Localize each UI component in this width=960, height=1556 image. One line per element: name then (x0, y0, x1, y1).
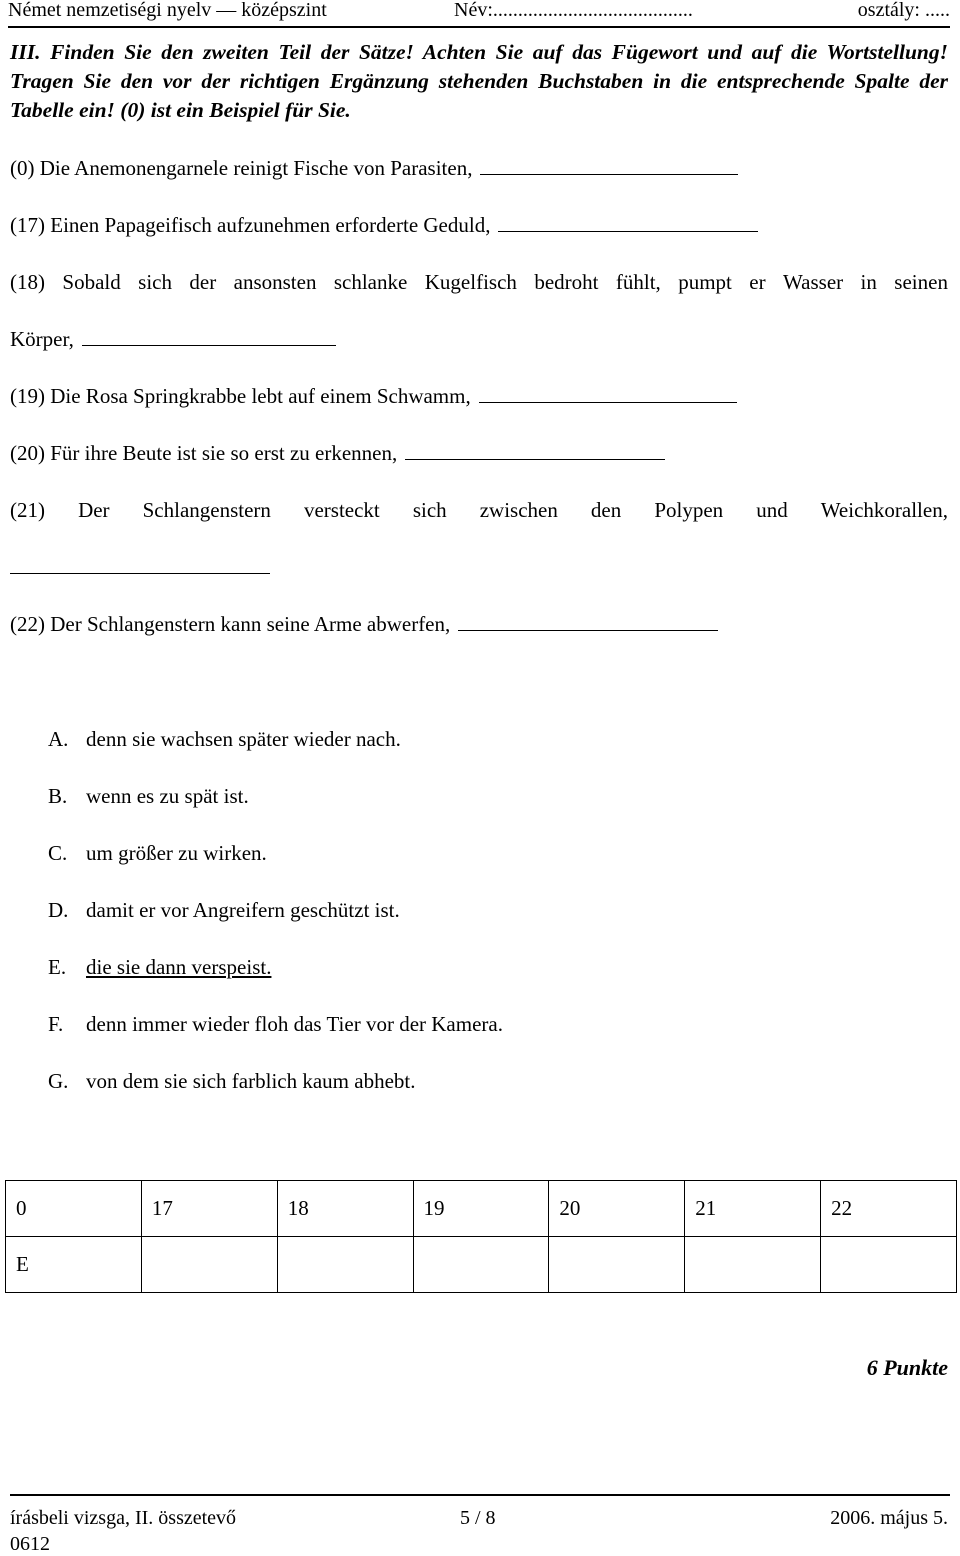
word: Sobald (62, 270, 121, 294)
option-letter: E. (48, 955, 67, 979)
word: in (860, 270, 877, 294)
answer-cell[interactable] (821, 1237, 957, 1293)
option-text: von dem sie sich farblich kaum abhebt. (86, 1069, 416, 1093)
option-c (48, 841, 267, 866)
word: Wasser (783, 270, 844, 294)
option-e (48, 955, 271, 980)
header-subject: Német nemzetiségi nyelv — középszint (8, 0, 327, 21)
answer-cell[interactable] (549, 1237, 685, 1293)
answer-table (5, 1180, 957, 1293)
answer-blank (479, 384, 737, 403)
word: ansonsten (233, 270, 317, 294)
option-g (48, 1069, 416, 1094)
answer-table-answer-row (6, 1237, 957, 1293)
option-text: denn sie wachsen später wieder nach. (86, 727, 401, 751)
answer-blank (458, 612, 718, 631)
word: schlanke (333, 270, 408, 294)
answer-cell[interactable] (685, 1237, 821, 1293)
word: (21) (10, 498, 45, 522)
word: den (590, 498, 622, 522)
word: bedroht (534, 270, 599, 294)
option-text: um größer zu wirken. (86, 841, 267, 865)
sentence-20 (10, 441, 665, 466)
option-text: die sie dann verspeist. (86, 955, 272, 979)
footer-divider (10, 1494, 950, 1496)
page-header (8, 0, 950, 26)
sentence-0-text: (0) Die Anemonengarnele reinigt Fische von Parasiten, (10, 156, 473, 180)
sentence-0 (10, 156, 738, 181)
option-letter: A. (48, 727, 69, 751)
option-letter: C. (48, 841, 68, 865)
page-footer (10, 1507, 948, 1533)
table-header-cell: 0 (6, 1181, 142, 1237)
option-f (48, 1012, 503, 1037)
points-label: 6 Punkte (866, 1355, 948, 1380)
task-instruction: III. Finden Sie den zweiten Teil der Sätze! Achten Sie auf das Fügewort und auf die Wortstellung! Tragen Sie den vor der richtigen Ergänzung stehenden Buchstaben in die entsprechende Spalte der Tabelle ein! (0) ist ein Beispiel für Sie. (10, 40, 948, 122)
sentence-21-blank-line (10, 555, 270, 580)
header-class-field: osztály: ..... (857, 0, 950, 21)
table-header-cell: 19 (413, 1181, 549, 1237)
option-text: damit er vor Angreifern geschützt ist. (86, 898, 400, 922)
footer-exam-part: írásbeli vizsga, II. összetevő (10, 1507, 237, 1529)
word: Der (78, 498, 110, 522)
answer-blank (10, 555, 270, 574)
answer-cell[interactable] (277, 1237, 413, 1293)
sentence-18-line-1 (10, 270, 948, 295)
answer-blank (480, 156, 738, 175)
table-header-cell: 20 (549, 1181, 685, 1237)
word: Kugelfisch (424, 270, 517, 294)
option-text: denn immer wieder floh das Tier vor der Kamera. (86, 1012, 503, 1036)
sentence-19 (10, 384, 737, 409)
table-header-cell: 22 (821, 1181, 957, 1237)
option-letter: F. (48, 1012, 64, 1036)
header-name-field: Név:........................................ (454, 0, 693, 21)
answer-cell: E (6, 1237, 142, 1293)
option-d (48, 898, 400, 923)
answer-blank (405, 441, 665, 460)
word: und (756, 498, 788, 522)
footer-date: 2006. május 5. (830, 1507, 948, 1529)
table-header-cell: 17 (141, 1181, 277, 1237)
sentence-21 (10, 498, 948, 523)
answer-cell[interactable] (141, 1237, 277, 1293)
answer-blank (82, 327, 336, 346)
sentence-17 (10, 213, 758, 238)
sentence-18-text-end: Körper, (10, 327, 74, 351)
table-header-cell: 18 (277, 1181, 413, 1237)
footer-exam-code: 0612 (10, 1533, 50, 1555)
option-letter: B. (48, 784, 68, 808)
sentence-22-text: (22) Der Schlangenstern kann seine Arme abwerfen, (10, 612, 451, 636)
word: Polypen (654, 498, 724, 522)
word: sich (412, 498, 447, 522)
option-text: wenn es zu spät ist. (86, 784, 249, 808)
footer-page-number: 5 / 8 (460, 1507, 496, 1529)
sentence-17-text: (17) Einen Papageifisch aufzunehmen erforderte Geduld, (10, 213, 491, 237)
word: zwischen (479, 498, 558, 522)
option-a (48, 727, 401, 752)
table-header-cell: 21 (685, 1181, 821, 1237)
sentence-18-line-2 (10, 327, 336, 352)
word: (18) (10, 270, 45, 294)
sentence-19-text: (19) Die Rosa Springkrabbe lebt auf einem Schwamm, (10, 384, 471, 408)
word: pumpt (678, 270, 732, 294)
word: der (189, 270, 217, 294)
word: seinen (894, 270, 948, 294)
sentence-22 (10, 612, 718, 637)
word: versteckt (303, 498, 380, 522)
word: Weichkorallen, (820, 498, 948, 522)
word: Schlangenstern (142, 498, 271, 522)
answer-blank (498, 213, 758, 232)
answer-table-header-row (6, 1181, 957, 1237)
header-divider (8, 26, 950, 28)
option-b (48, 784, 249, 809)
answer-cell[interactable] (413, 1237, 549, 1293)
word: fühlt, (615, 270, 661, 294)
sentence-20-text: (20) Für ihre Beute ist sie so erst zu erkennen, (10, 441, 398, 465)
word: sich (138, 270, 172, 294)
word: er (749, 270, 766, 294)
option-letter: G. (48, 1069, 69, 1093)
option-letter: D. (48, 898, 69, 922)
